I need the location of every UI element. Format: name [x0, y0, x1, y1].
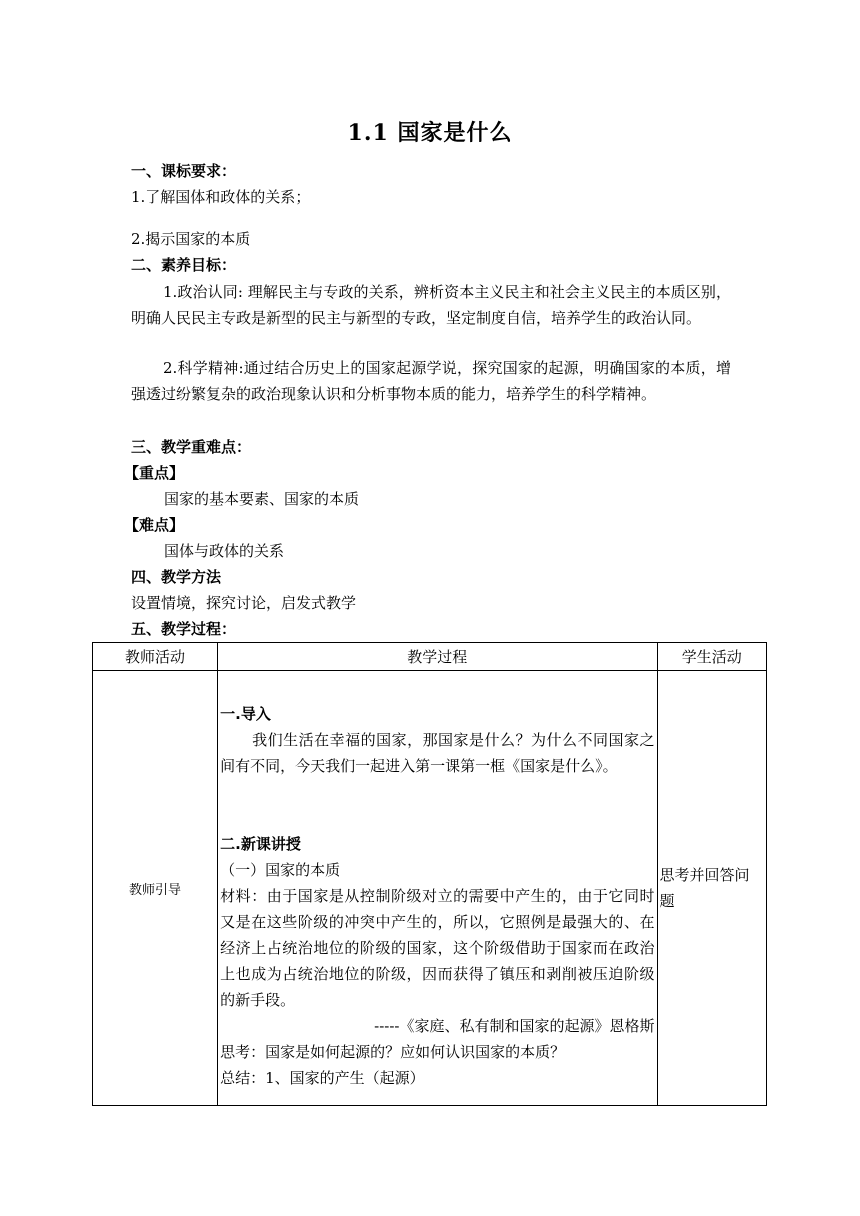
subsection-title: （一）国家的本质: [220, 861, 341, 879]
section2-heading: 二、素养目标：: [131, 256, 237, 274]
goal-paragraph-1: 1.政治认同: 理解民主与专政的关系，辨析资本主义民主和社会主义民主的本质区别，明确人民民主专政是新型的民主与新型的专政，坚定制度自信，培养学生的政治认同。: [131, 283, 731, 327]
new-lesson-title: 二.新课讲授: [220, 835, 301, 853]
difficult-point-text: 国体与政体的关系: [164, 542, 285, 560]
section3-heading: 三、教学重难点：: [131, 438, 252, 456]
table-header-row: [93, 643, 767, 671]
teaching-process-cell: [218, 671, 657, 1106]
intro-text: 我们生活在幸福的国家，那国家是什么？为什么不同国家之间有不同，今天我们一起进入第一课第一框《国家是什么》。: [220, 731, 655, 775]
think-question: 思考：国家是如何起源的？应如何认识国家的本质？: [220, 1043, 566, 1061]
header-teacher-activity: 教师活动: [93, 643, 218, 671]
material-source: -----《家庭、私有制和国家的起源》恩格斯: [374, 1017, 655, 1035]
header-teaching-process: 教学过程: [218, 643, 657, 671]
difficult-point-label: 【难点】: [124, 516, 185, 534]
requirement-1: 1.了解国体和政体的关系；: [131, 188, 311, 206]
key-point-label: 【重点】: [124, 464, 185, 482]
intro-title: 一.导入: [220, 705, 271, 723]
material-text: 材料：由于国家是从控制阶级对立的需要中产生的，由于它同时又是在这些阶级的冲突中产生的，所以，它照例是最强大的、在经济上占统治地位的阶级的国家，这个阶级借助于国家而在政治上也成为占统治地位的阶级，因而获得了镇压和剥削被压迫阶级的新手段。: [220, 887, 655, 1009]
teacher-activity-cell: 教师引导: [93, 671, 218, 1106]
section1-heading: 一、课标要求：: [131, 162, 237, 180]
requirement-2: 2.揭示国家的本质: [131, 230, 251, 248]
table-row: [93, 671, 767, 1106]
goal-paragraph-2: 2.科学精神:通过结合历史上的国家起源学说，探究国家的起源，明确国家的本质，增强透过纷繁复杂的政治现象认识和分析事物本质的能力，培养学生的科学精神。: [131, 359, 731, 403]
header-student-activity: 学生活动: [657, 643, 767, 671]
section4-heading: 四、教学方法: [131, 568, 222, 586]
section5-heading: 五、教学过程：: [131, 620, 237, 638]
page-title: 1.1 国家是什么: [347, 120, 513, 146]
teaching-method-text: 设置情境，探究讨论，启发式教学: [131, 594, 357, 612]
summary-text: 总结：1、国家的产生（起源）: [220, 1069, 425, 1087]
student-activity-cell: 思考并回答问题: [657, 671, 767, 1106]
teaching-process-table: [92, 642, 767, 1106]
key-point-text: 国家的基本要素、国家的本质: [164, 490, 360, 508]
